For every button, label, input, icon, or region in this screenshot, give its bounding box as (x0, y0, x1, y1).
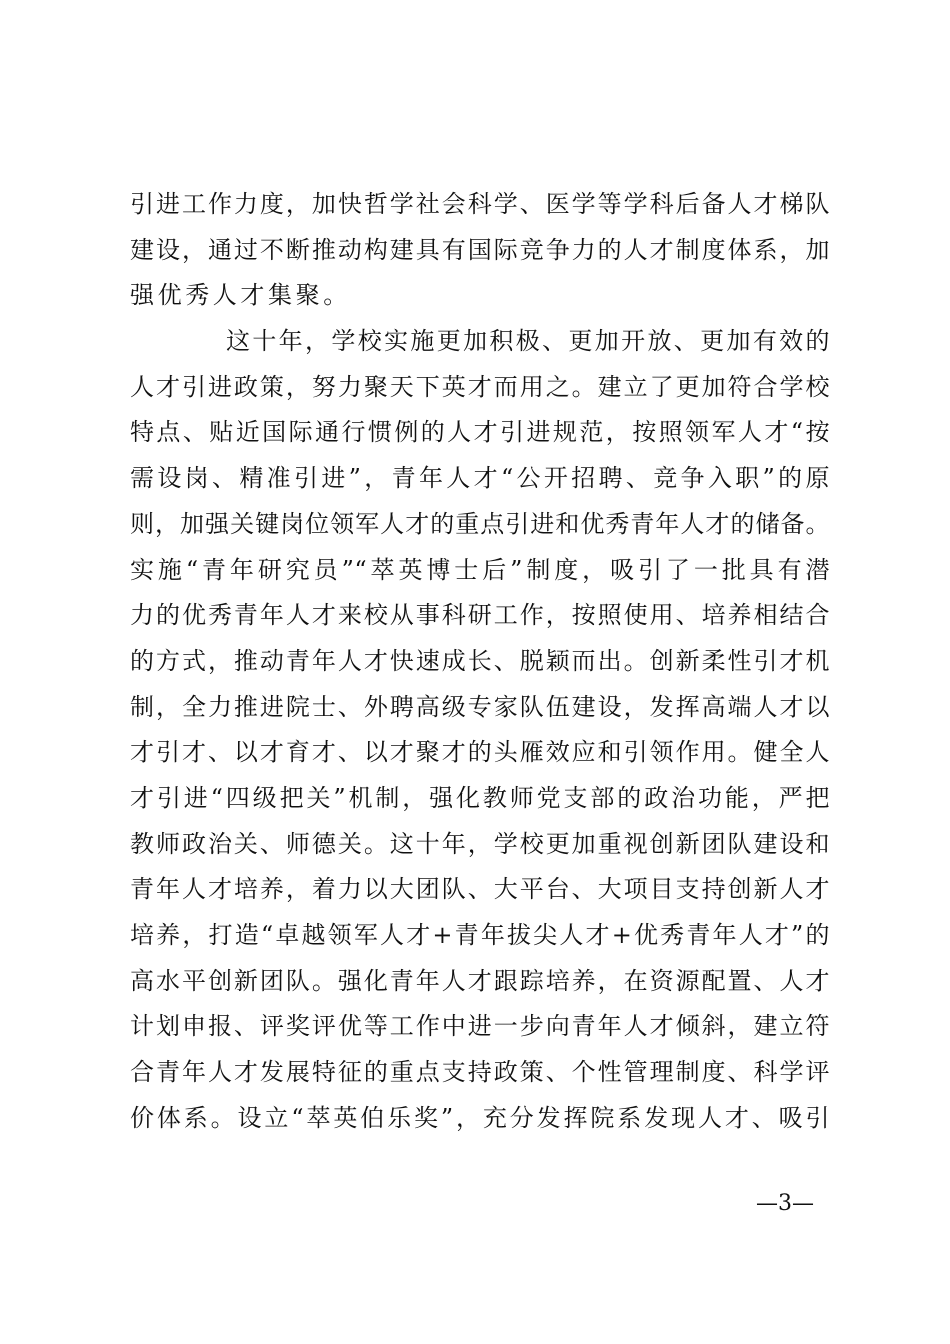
text-line: 合青年人才发展特征的重点支持政策、个性管理制度、科学评 (130, 1058, 830, 1087)
body-text (130, 182, 830, 1141)
text-line: 这十年，学校实施更加积极、更加开放、更加有效的 (226, 327, 830, 356)
text-line: 强优秀人才集聚。 (130, 281, 351, 310)
text-line: 建设，通过不断推动构建具有国际竞争力的人才制度体系，加 (130, 235, 830, 264)
text-line: 特点、贴近国际通行惯例的人才引进规范，按照领军人才“按 (130, 418, 830, 447)
page-number: —3— (756, 1191, 814, 1216)
text-line: 才引进“四级把关”机制，强化教师党支部的政治功能，严把 (130, 783, 830, 812)
text-line: 力的优秀青年人才来校从事科研工作，按照使用、培养相结合 (130, 601, 830, 630)
text-line: 的方式，推动青年人才快速成长、脱颖而出。创新柔性引才机 (130, 646, 830, 675)
text-line: 人才引进政策，努力聚天下英才而用之。建立了更加符合学校 (130, 372, 830, 401)
text-line: 高水平创新团队。强化青年人才跟踪培养，在资源配置、人才 (130, 966, 830, 995)
text-line: 才引才、以才育才、以才聚才的头雁效应和引领作用。健全人 (130, 738, 830, 767)
text-line: 实施“青年研究员”“萃英博士后”制度，吸引了一批具有潜 (130, 555, 830, 584)
text-line: 培养，打造“卓越领军人才+青年拔尖人才+优秀青年人才”的 (130, 921, 830, 949)
text-line: 青年人才培养，着力以大团队、大平台、大项目支持创新人才 (130, 875, 830, 904)
text-line: 制，全力推进院士、外聘高级专家队伍建设，发挥高端人才以 (130, 692, 830, 721)
text-line: 则，加强关键岗位领军人才的重点引进和优秀青年人才的储备。 (130, 509, 830, 538)
text-line: 引进工作力度，加快哲学社会科学、医学等学科后备人才梯队 (130, 190, 830, 218)
text-line: 计划申报、评奖评优等工作中进一步向青年人才倾斜，建立符 (130, 1012, 830, 1041)
text-line: 价体系。设立“萃英伯乐奖”，充分发挥院系发现人才、吸引 (130, 1103, 830, 1132)
text-line: 教师政治关、师德关。这十年，学校更加重视创新团队建设和 (130, 829, 830, 858)
text-line: 需设岗、精准引进”，青年人才“公开招聘、竞争入职”的原 (130, 464, 830, 493)
